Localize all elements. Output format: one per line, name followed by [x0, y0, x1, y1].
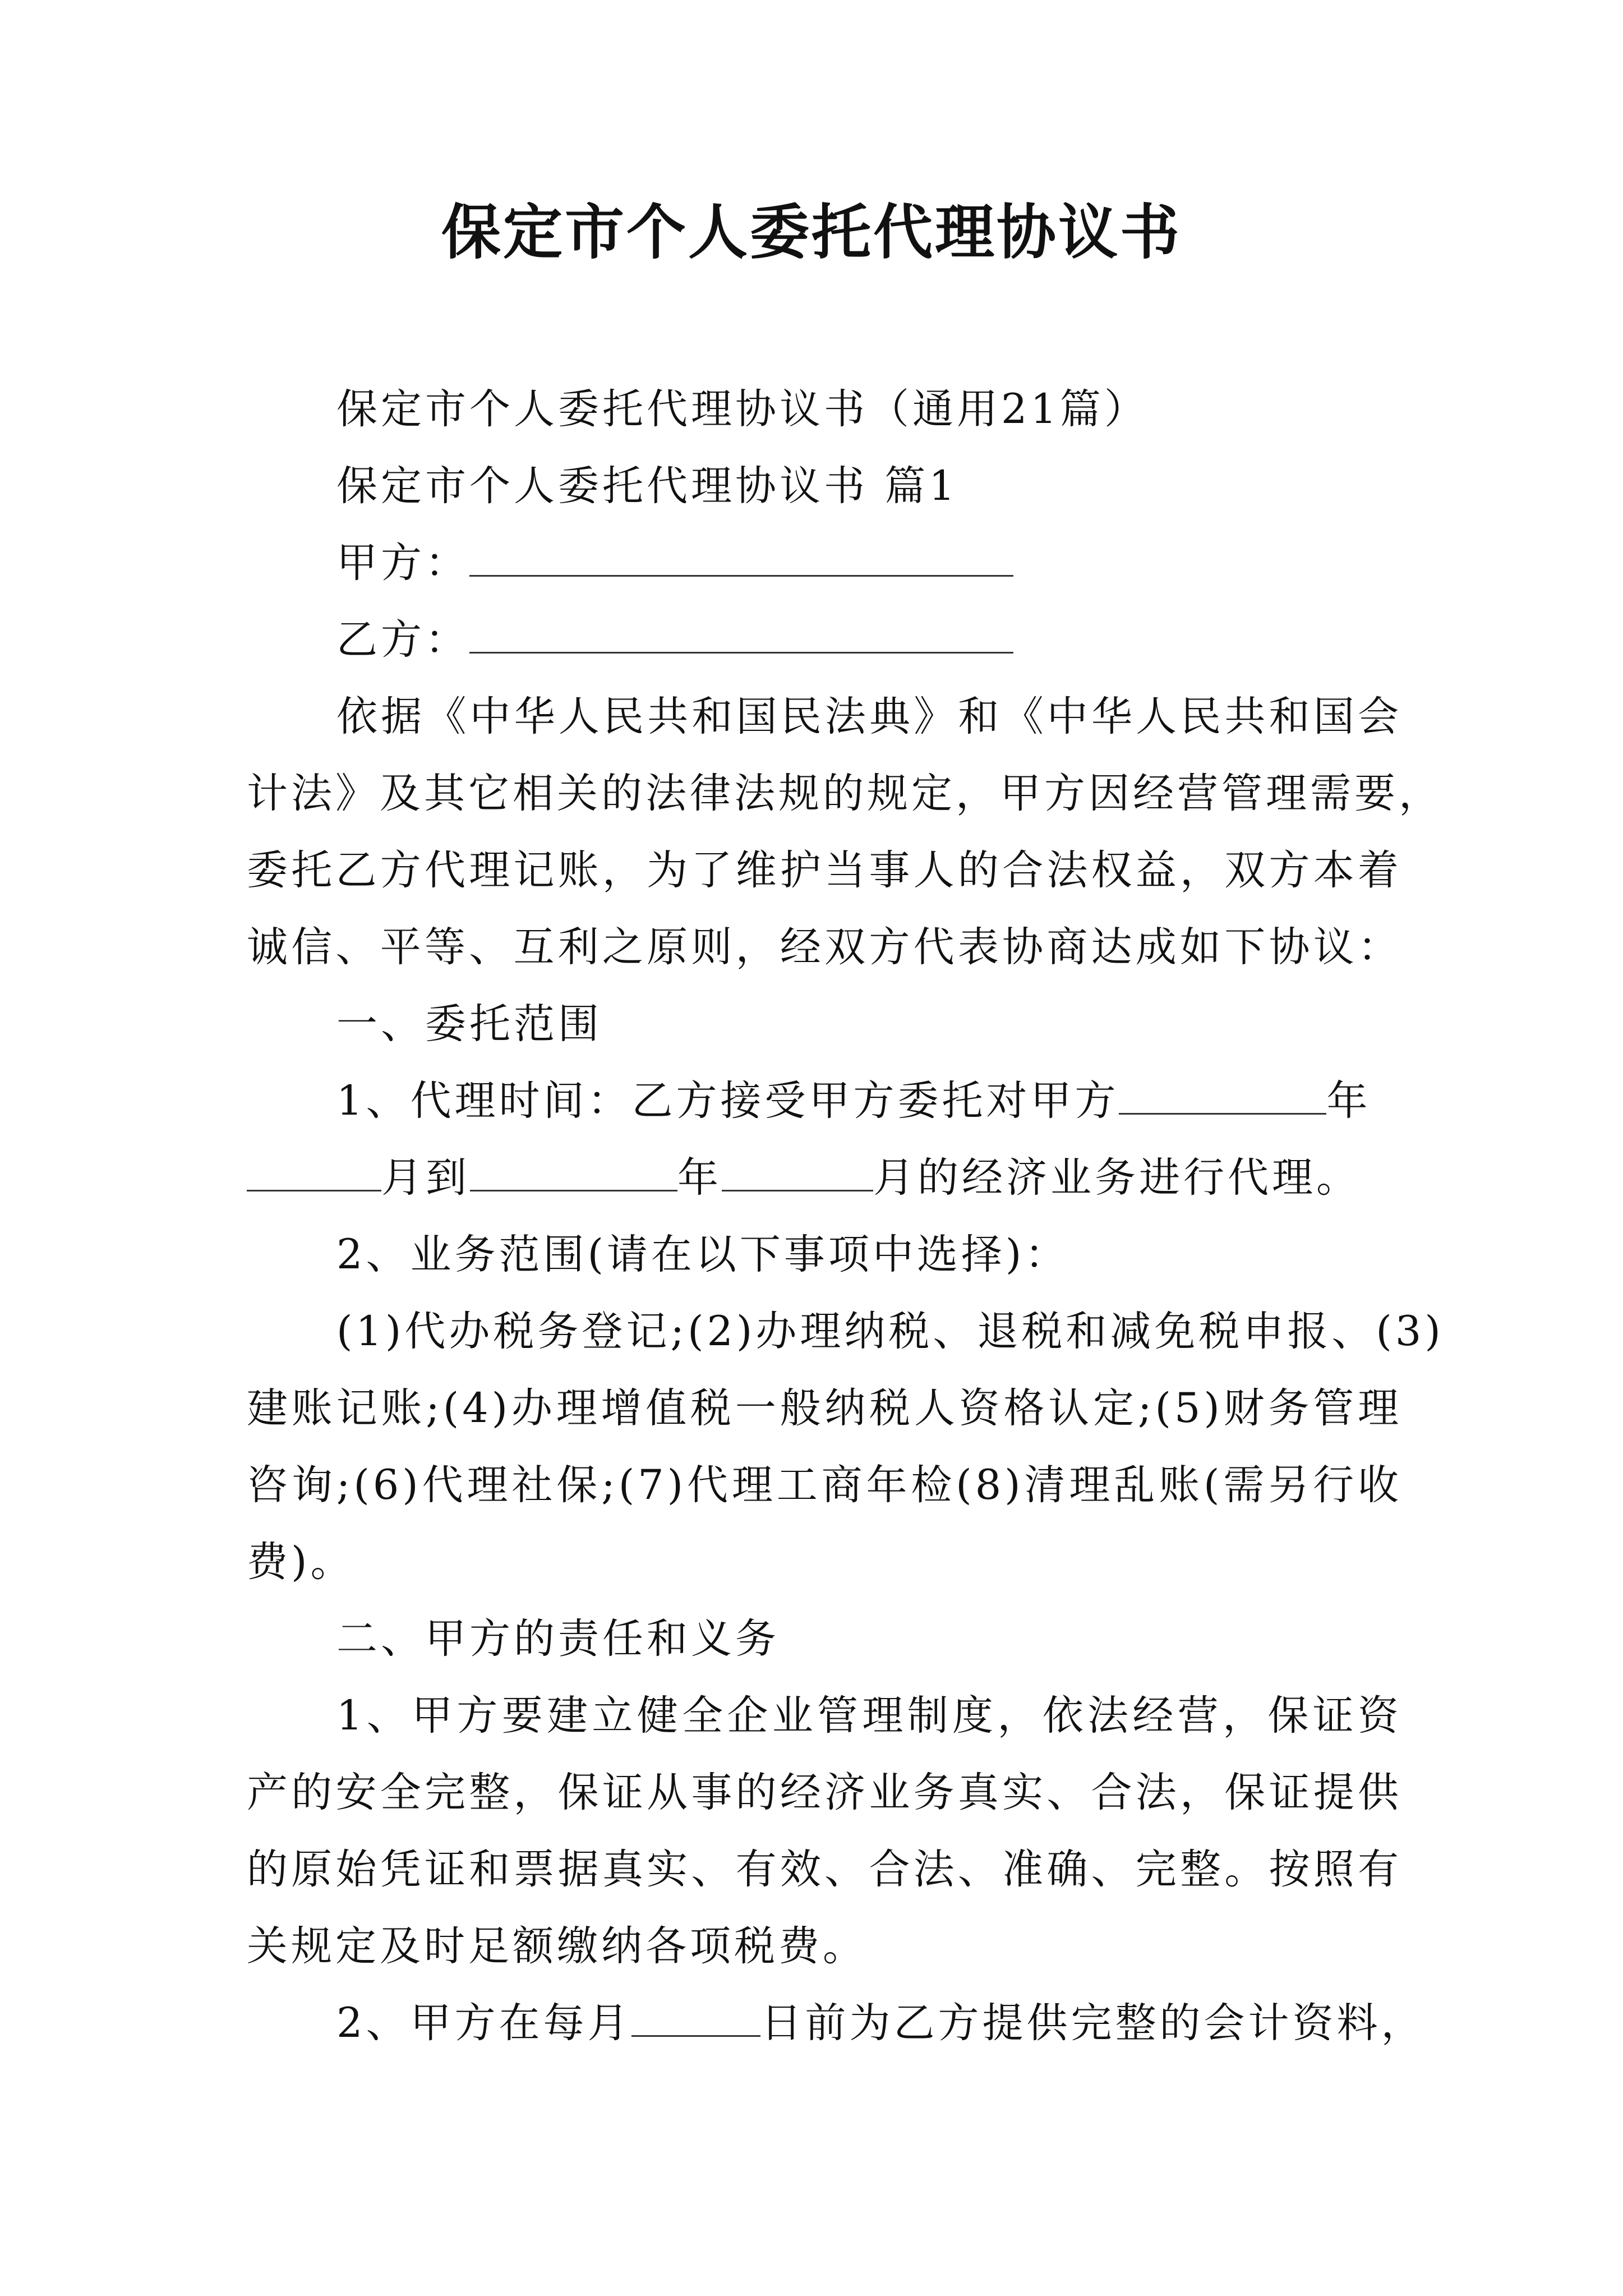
item-2b-line: [336, 1995, 1426, 2051]
intro-line-4: 诚信、平等、互利之原则，经双方代表协商达成如下协议：: [247, 923, 1402, 971]
item-1-text-c: 月到: [381, 1154, 470, 1202]
item-1-blank-3: [470, 1155, 677, 1191]
party-a-blank: [469, 540, 1013, 577]
item-1-text-e: 月的经济业务进行代理。: [873, 1154, 1361, 1202]
party-a-line: [336, 535, 1402, 591]
duty-line-4: 关规定及时足额缴纳各项税费。: [247, 1922, 867, 1970]
scope-line-3: 咨询;(6)代理社保;(7)代理工商年检(8)清理乱账(需另行收: [247, 1461, 1402, 1509]
duty-line-1: 1、甲方要建立健全企业管理制度，依法经营，保证资: [336, 1692, 1402, 1740]
party-a-label: 甲方：: [336, 539, 469, 587]
party-b-line: [336, 612, 1402, 668]
item-2b-text-b: 日前为乙方提供完整的会计资料，: [760, 1999, 1426, 2047]
item-1-blank-4: [722, 1155, 873, 1191]
party-b-label: 乙方：: [336, 616, 469, 664]
heading-party-a-duties: 二、甲方的责任和义务: [336, 1615, 780, 1663]
party-b-blank: [469, 617, 1013, 654]
item-1-line-2: [247, 1150, 1402, 1206]
intro-line-3: 委托乙方代理记账，为了维护当事人的合法权益，双方本着: [247, 846, 1402, 894]
item-2b-blank: [631, 2000, 760, 2037]
item-1-text-a: 1、代理时间：乙方接受甲方委托对甲方: [336, 1077, 1119, 1125]
intro-line-1: 依据《中华人民共和国民法典》和《中华人民共和国会: [336, 693, 1402, 740]
item-1-blank-2: [247, 1155, 381, 1191]
scope-line-1: (1)代办税务登记;(2)办理纳税、退税和减免税申报、(3): [336, 1308, 1444, 1355]
section-heading: 保定市个人委托代理协议书 篇1: [336, 462, 958, 510]
item-2-label: 2、业务范围(请在以下事项中选择)：: [336, 1231, 1069, 1278]
item-1-text-b: 年: [1326, 1077, 1371, 1125]
duty-line-3: 的原始凭证和票据真实、有效、合法、准确、完整。按照有: [247, 1846, 1402, 1893]
scope-line-2: 建账记账;(4)办理增值税一般纳税人资格认定;(5)财务管理: [247, 1384, 1402, 1432]
document-subtitle: 保定市个人委托代理协议书（通用21篇）: [336, 385, 1149, 433]
duty-line-2: 产的安全完整，保证从事的经济业务真实、合法，保证提供: [247, 1769, 1402, 1816]
intro-line-2: 计法》及其它相关的法律法规的规定，甲方因经营管理需要，: [247, 770, 1443, 817]
item-2b-text-a: 2、甲方在每月: [336, 1999, 632, 2047]
item-1-blank-1: [1119, 1078, 1326, 1115]
item-1-text-d: 年: [677, 1154, 722, 1202]
item-1-line-1: [336, 1073, 1402, 1129]
scope-line-4: 费)。: [247, 1538, 355, 1586]
heading-entrust-scope: 一、委托范围: [336, 1000, 602, 1048]
document-title: 保定市个人委托代理协议书: [441, 198, 1182, 267]
